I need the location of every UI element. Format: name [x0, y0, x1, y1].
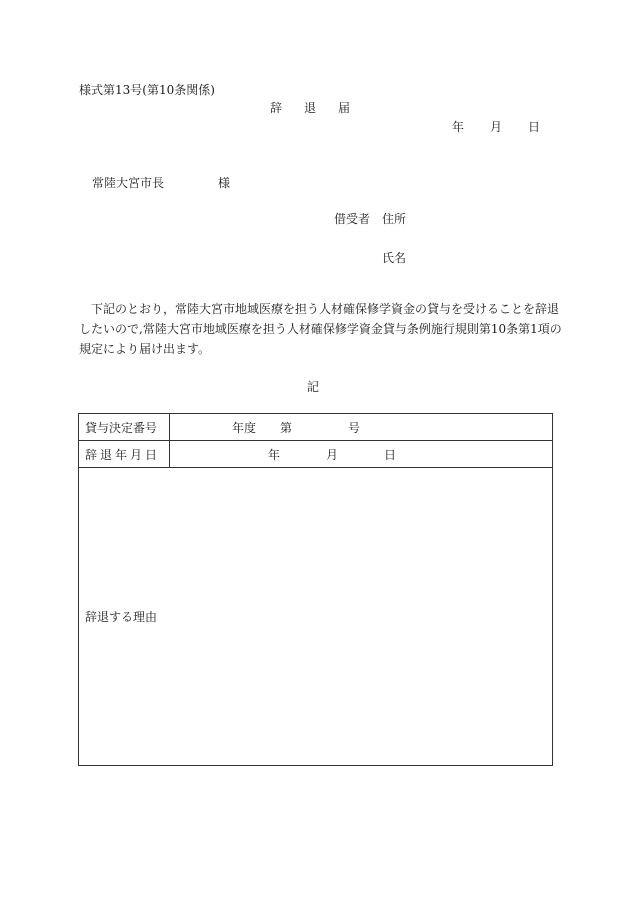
decision-number-field[interactable]: [170, 414, 553, 441]
go-label: 号: [348, 420, 361, 435]
table-row-decision-number: [79, 414, 553, 441]
date-day-label: 日: [528, 120, 541, 134]
body-line-1: 下記のとおり，常陸大宮市地域医療を担う人材確保修学資金の貸与を受けることを辞退: [91, 302, 560, 316]
title-char-3: 届: [338, 101, 351, 115]
decision-number-label: 貸与決定番号: [79, 414, 170, 441]
wd-month-label: 月: [326, 447, 339, 462]
nendo-label: 年度: [232, 420, 257, 435]
withdrawal-date-label: 辞退年月日: [79, 441, 170, 468]
body-line-2: したいので,常陸大宮市地域医療を担う人材確保修学資金貸与条例施行規則第10条第1項の: [79, 322, 562, 336]
table-row-withdrawal-date: [79, 441, 553, 468]
borrower-label: 借受者: [334, 212, 371, 226]
reason-label: 辞退する理由: [85, 610, 158, 624]
table-row-reason: [79, 468, 553, 766]
document-title: [270, 101, 372, 115]
dai-label: 第: [280, 420, 293, 435]
ki-heading: 記: [307, 380, 320, 394]
wd-day-label: 日: [384, 447, 397, 462]
details-table: [78, 413, 553, 766]
body-line-3: 規定により届け出ます。: [79, 342, 211, 356]
withdrawal-date-field[interactable]: [170, 441, 553, 468]
body-paragraph: [79, 299, 562, 359]
borrower-name-label: 氏名: [382, 251, 407, 265]
date-month-label: 月: [490, 120, 503, 134]
borrower-address-line: [334, 212, 406, 226]
reason-field[interactable]: [79, 468, 553, 766]
addressee-name: 常陸大宮市長: [92, 176, 165, 190]
addressee: [92, 176, 230, 190]
wd-year-label: 年: [268, 447, 281, 462]
title-char-2: 退: [304, 101, 317, 115]
title-char-1: 辞: [270, 101, 283, 115]
submission-date: [452, 120, 540, 134]
addressee-honorific: 様: [218, 176, 231, 190]
date-year-label: 年: [452, 120, 465, 134]
address-label: 住所: [382, 212, 407, 226]
form-number: 様式第13号(第10条関係): [79, 83, 215, 97]
